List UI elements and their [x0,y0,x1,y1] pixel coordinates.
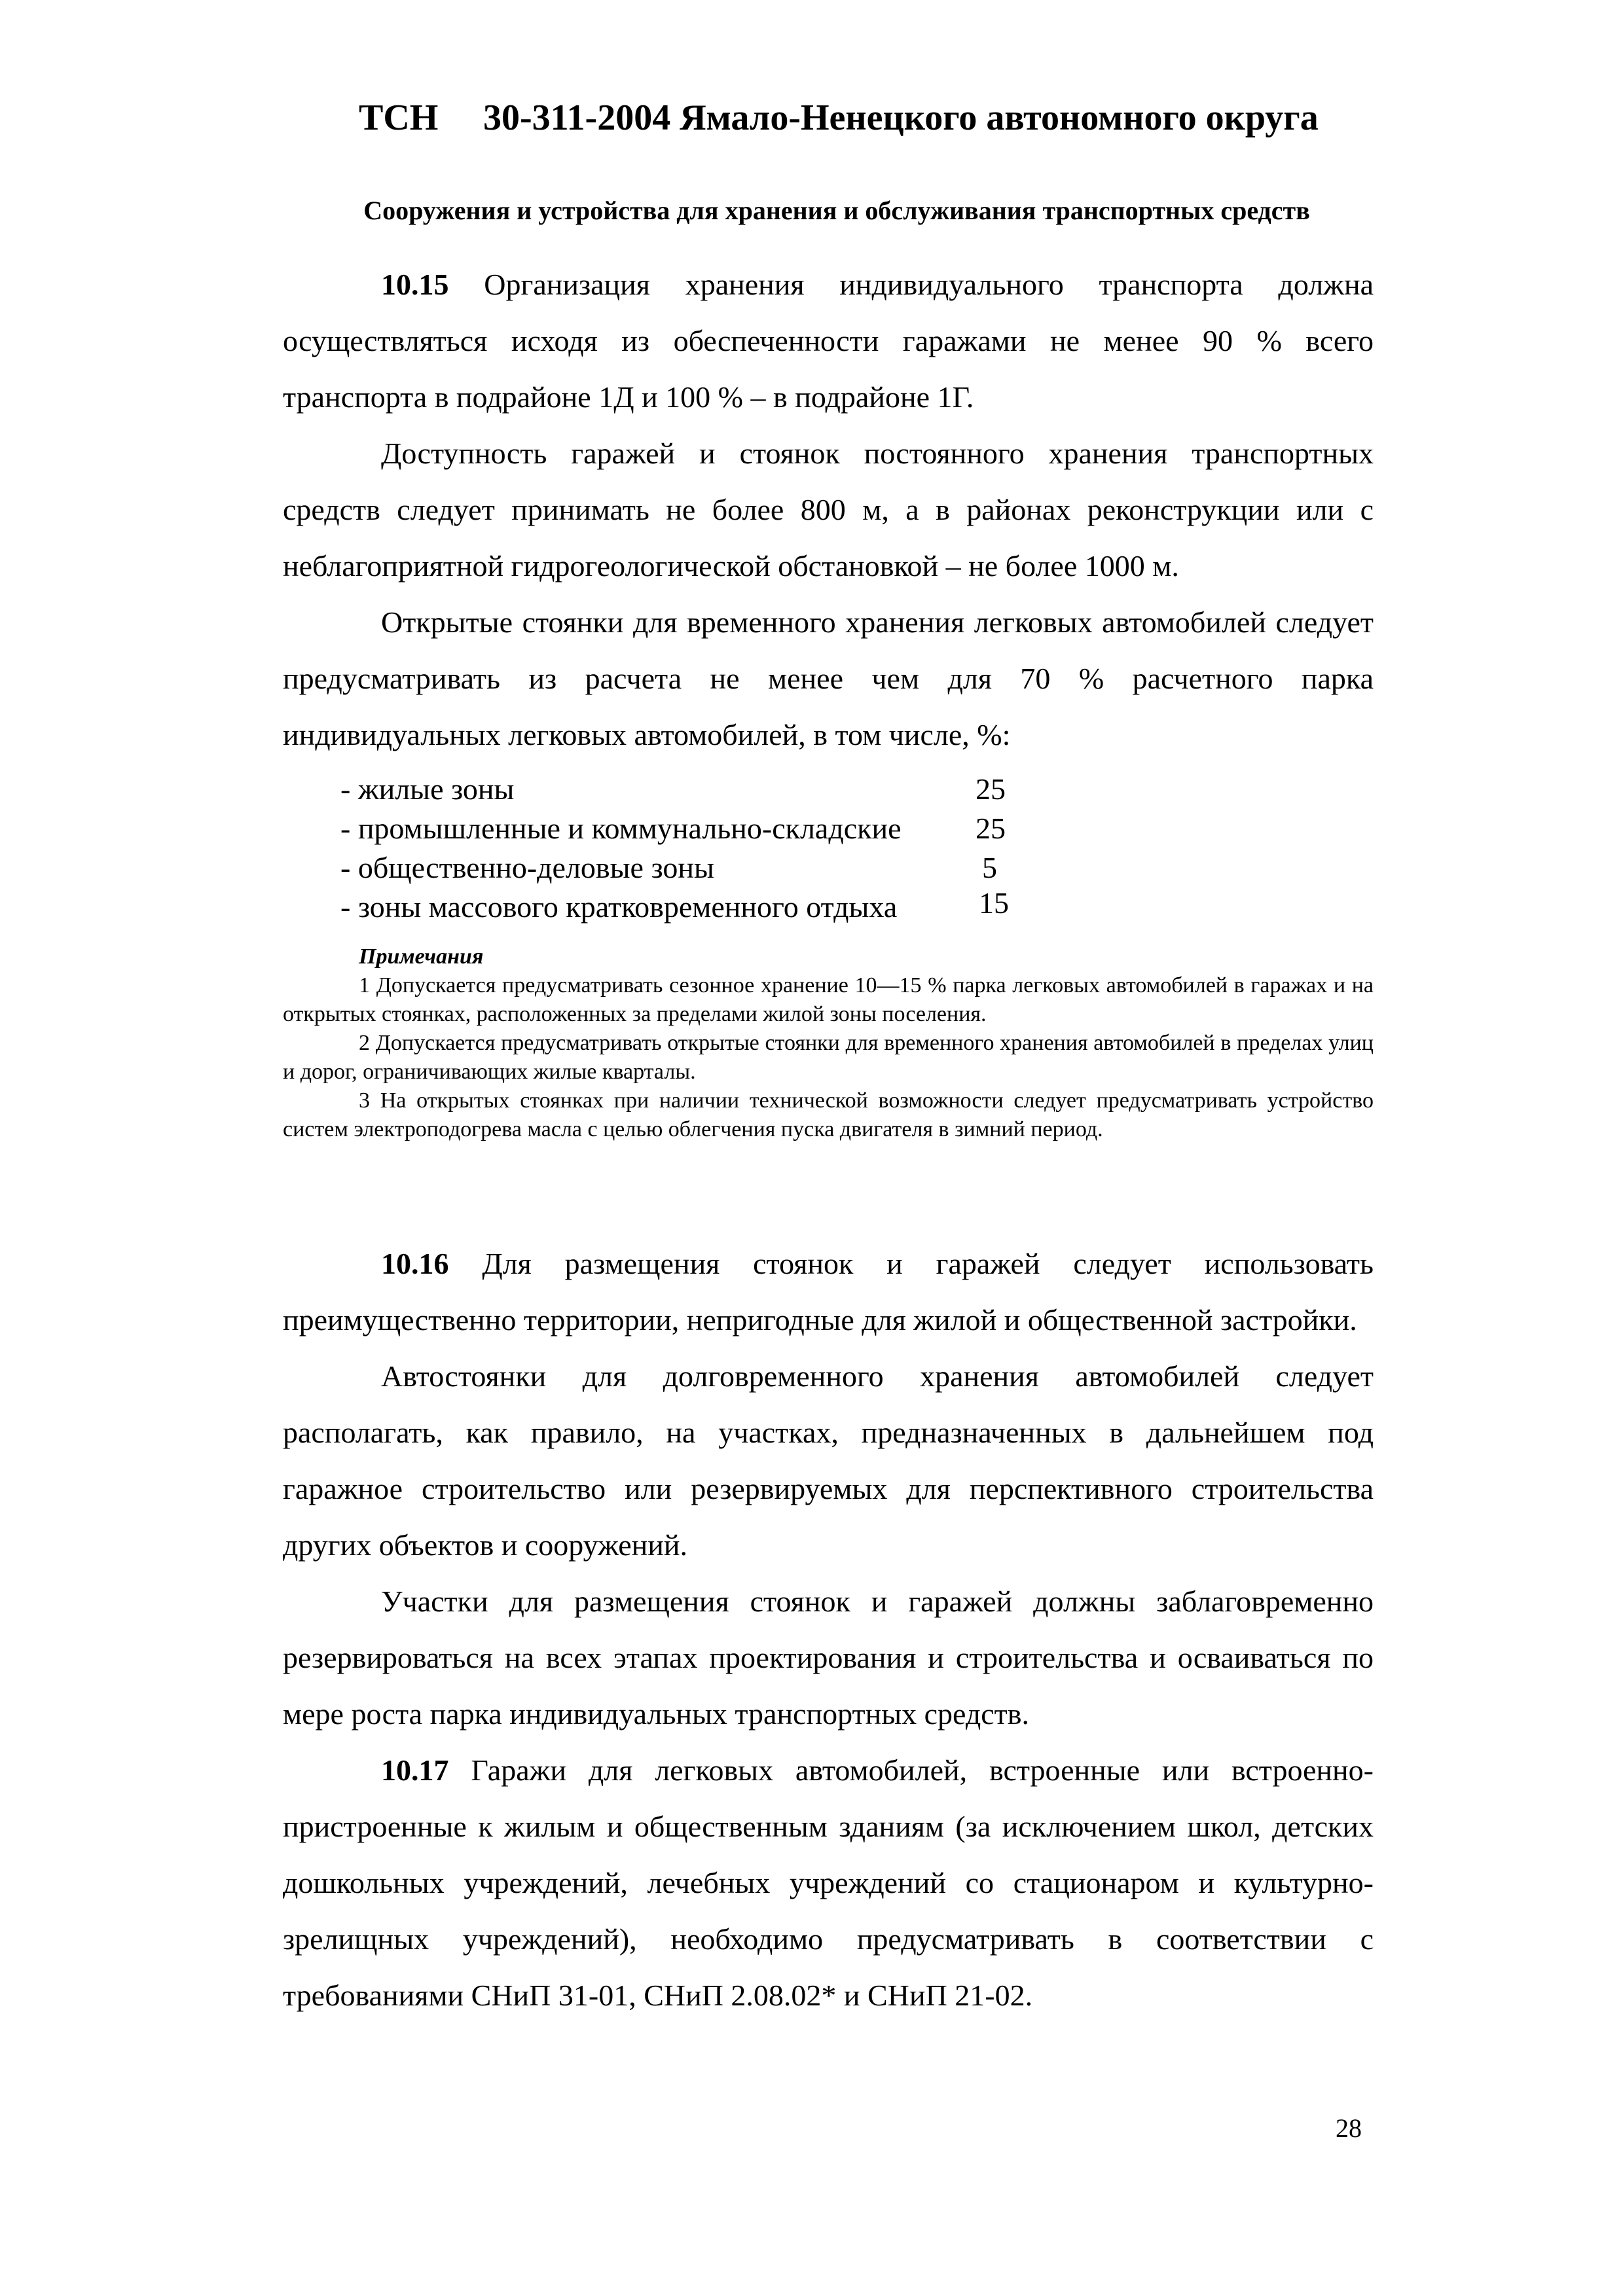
notes-title: Примечания [359,944,484,969]
body-block-1 [283,257,1374,763]
paragraph-text: Для размещения стоянок и гаражей следует использовать преимущественно территории, непригодные для жилой и общественной застройки. [283,1247,1374,1336]
zone-value: 15 [979,886,1009,920]
document-header [359,97,1374,139]
notes-block [283,942,1374,1144]
zone-label: - общественно-деловые зоны [340,851,714,884]
clause-number: 10.15 [381,268,449,301]
zone-list [340,770,1021,927]
note-item: 2 Допускается предусматривать открытые стоянки для временного хранения автомобилей в пределах улиц и дорог, ограничивающих жилые кварталы. [283,1031,1374,1084]
standard-title: 30-311-2004 Ямало-Ненецкого автономного округа [483,98,1319,138]
paragraph-text: Организация хранения индивидуального транспорта должна осуществляться исходя из обеспеченности гаражами не менее 90 % всего транспорта в подрайоне 1Д и 100 % – в подрайоне 1Г. [283,268,1374,414]
clause-number: 10.16 [381,1247,449,1280]
section-heading: Сооружения и устройства для хранения и обслуживания транспортных средств [363,196,1310,225]
paragraph-accessibility: Доступность гаражей и стоянок постоянного хранения транспортных средств следует принимать не более 800 м, а в районах реконструкции или с неблагоприятной гидрогеологической обстановкой – не более 1000 м. [283,437,1374,583]
paragraph-site-reservation: Участки для размещения стоянок и гаражей должны заблаговременно резервироваться на всех этапах проектирования и строительства и осваиваться по мере роста парка индивидуальных транспортных средств. [283,1585,1374,1731]
zone-value: 25 [976,812,1006,845]
list-item [340,809,1021,848]
note-item: 1 Допускается предусматривать сезонное хранение 10—15 % парка легковых автомобилей в гаражах и на открытых стоянках, расположенных за пределами жилой зоны поселения. [283,973,1374,1026]
note-item: 3 На открытых стоянках при наличии технической возможности следует предусматривать устройство систем электроподогрева масла с целью облегчения пуска двигателя в зимний период. [283,1088,1374,1141]
list-item [340,888,1021,927]
paragraph-10-15 [283,257,1374,425]
paragraph-10-16 [283,1236,1374,1348]
zone-label: - промышленные и коммунально-складские [340,812,902,845]
paragraph-long-term-parking: Автостоянки для долговременного хранения автомобилей следует располагать, как правило, на участках, предназначенных в дальнейшем под гаражное строительство или резервируемых для перспективного строительства других объектов и сооружений. [283,1359,1374,1562]
paragraph-open-parking: Открытые стоянки для временного хранения легковых автомобилей следует предусматривать из расчета не менее чем для 70 % расчетного парка индивидуальных легковых автомобилей, в том числе, %: [283,605,1374,751]
clause-number: 10.17 [381,1753,449,1787]
list-item [340,848,1021,888]
list-item [340,770,1021,809]
zone-value: 5 [982,851,997,884]
paragraph-10-17 [283,1742,1374,2024]
zone-label: - жилые зоны [340,772,515,806]
standard-code: ТСН [359,98,439,138]
zone-label: - зоны массового кратковременного отдыха [340,890,898,924]
zone-value: 25 [976,772,1006,806]
body-block-2 [283,1236,1374,2024]
paragraph-text: Гаражи для легковых автомобилей, встроенные или встроенно-пристроенные к жилым и общественным зданиям (за исключением школ, детских дошкольных учреждений, лечебных учреждений со стационаром и культурно-зрелищных учреждений), необходимо предусматривать в соответствии с требованиями СНиП 31-01, СНиП 2.08.02* и СНиП 21-02. [283,1753,1374,2012]
page-number: 28 [1336,2113,1362,2143]
